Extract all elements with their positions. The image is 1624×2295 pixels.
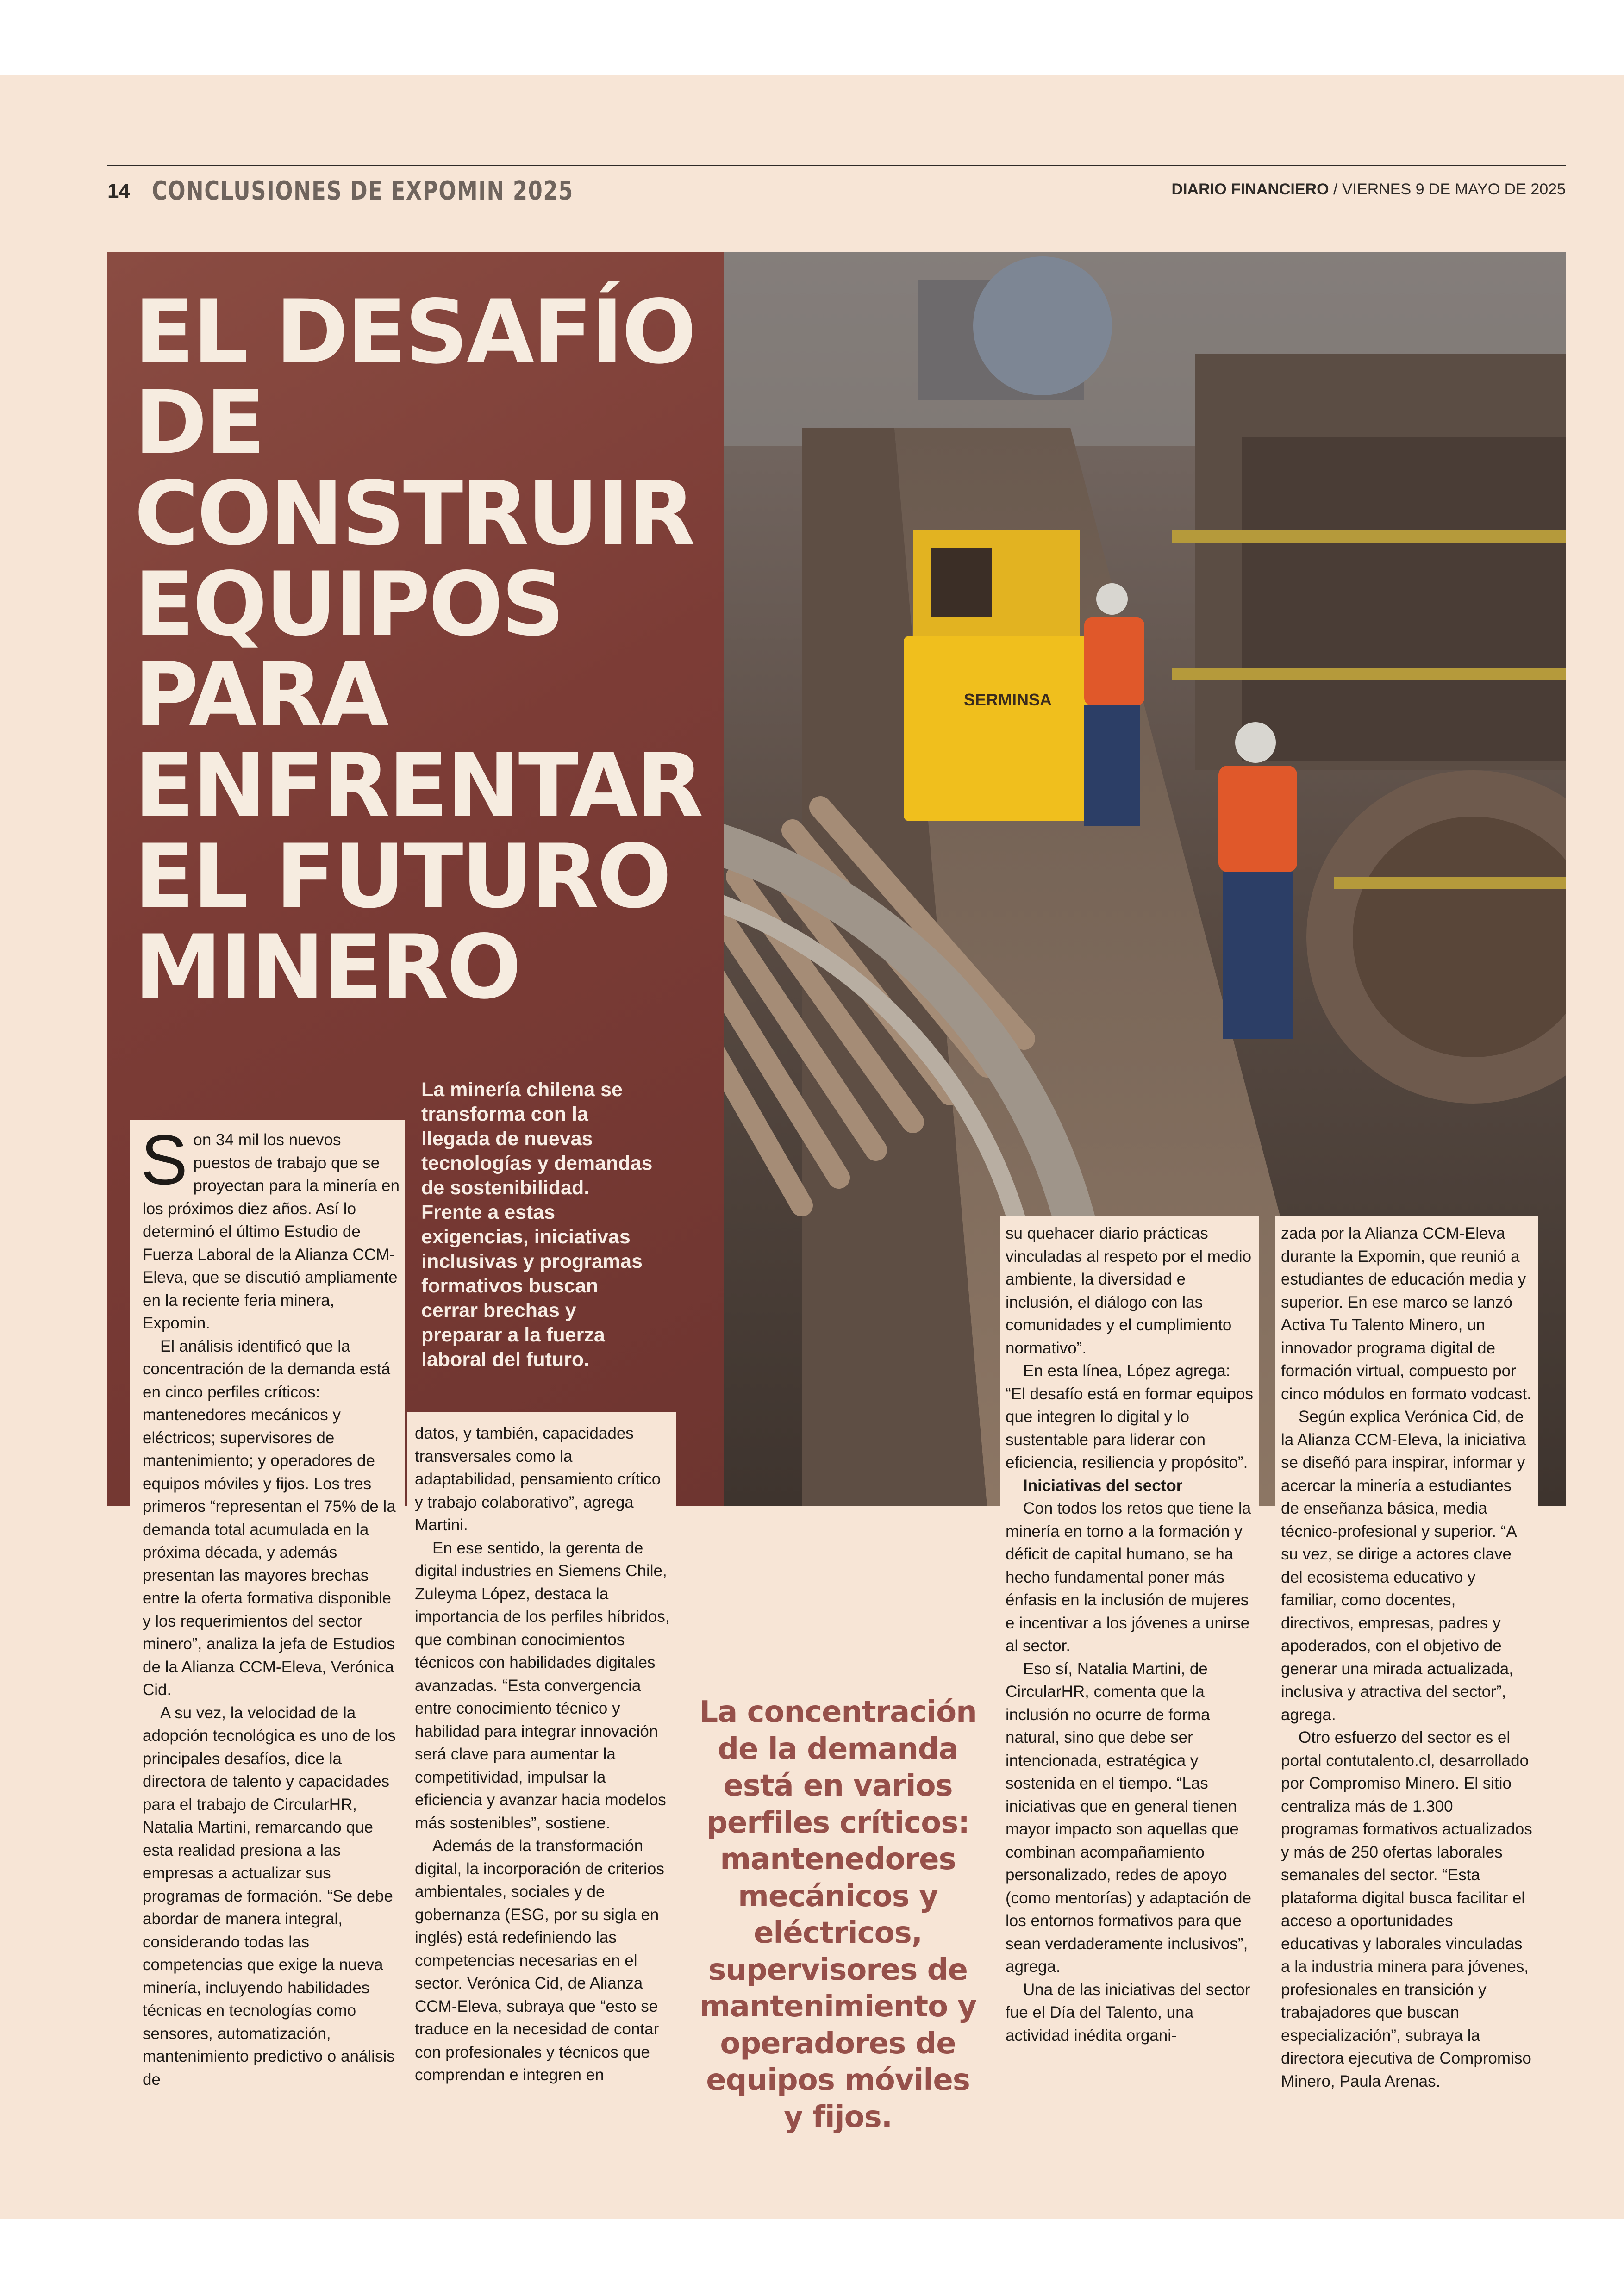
headline: EL DESAFÍO DE CONSTRUIR EQUIPOS PARA ENFRENTAR EL FUTURO MINERO — [134, 281, 702, 1018]
body-column-4 — [1275, 1216, 1538, 2093]
body-column-2 — [407, 1412, 676, 2087]
yellow-locomotive — [904, 530, 1098, 821]
publication-name: DIARIO FINANCIERO — [1171, 181, 1329, 198]
paragraph: En ese sentido, la gerenta de digital industries en Siemens Chile, Zuleyma López, destaca la importancia de los perfiles híbridos, que combinan conocimientos técnicos con habilidades digitales avanzadas. “Esta convergencia entre conocimiento técnico y habilidad para integrar innovación será clave para aumentar la competitividad, impulsar la eficiencia y avanzar hacia modelos más sostenibles”, sostiene. — [415, 1539, 670, 1832]
paragraph: Una de las iniciativas del sector fue el Día del Talento, una actividad inédita organi- — [1006, 1980, 1250, 2045]
paragraph: su quehacer diario prácticas vinculadas al respeto por el medio ambiente, la diversidad e inclusión, el diálogo con las comunidades y el cumplimiento normativo”. — [1006, 1224, 1252, 1357]
subheading: Iniciativas del sector — [1023, 1476, 1183, 1495]
paragraph: A su vez, la velocidad de la adopción tecnológica es uno de los principales desafíos, dice la directora de talento y capacidades para el trabajo de CircularHR, Natalia Martini, remarcando que esta realidad presiona a las empresas a actualizar sus programas de formación. “Se debe abordar de manera integral, considerando todas las competencias que exige la nueva minería, incluyendo habilidades técnicas en tecnologías como sensores, automatización, mantenimiento predictivo o análisis de — [143, 1703, 396, 2089]
body-column-1 — [130, 1120, 405, 2091]
header-rule — [107, 165, 1566, 166]
paragraph: Eso sí, Natalia Martini, de CircularHR, comenta que la inclusión no ocurre de forma natural, sino que debe ser intencionada, estratégica y sostenida en el tiempo. “Las iniciativas que en general tienen mayor impacto son aquellas que combinan acompañamiento personalizado, redes de apoyo (como mentorías) y adaptación de los entornos formativos para que sean verdaderamente inclusivos”, agrega. — [1006, 1659, 1252, 1976]
publication-info — [1172, 181, 1566, 199]
page-number: 14 — [107, 180, 130, 202]
worker-1 — [1084, 583, 1144, 826]
section-title: CONCLUSIONES DE EXPOMIN 2025 — [152, 176, 574, 206]
paragraph: Con todos los retos que tiene la minería en torno a la formación y déficit de capital humano, se ha hecho fundamental poner más énfasis en la inclusión de mujeres e incentivar a los jóvenes a unirse al sector. — [1006, 1499, 1251, 1655]
drop-cap: S — [141, 1121, 188, 1199]
paragraph: Además de la transformación digital, la incorporación de criterios ambientales, sociales y de gobernanza (ESG, por su sigla en inglés) está redefiniendo las competencias necesarias en el sector. Verónica Cid, de Alianza CCM-Eleva, subraya que “esto se traduce en la necesidad de contar con profesionales y técnicos que comprendan e integren en — [415, 1837, 664, 2084]
paragraph: Según explica Verónica Cid, de la Alianza CCM-Eleva, la iniciativa se diseñó para inspirar, informar y acercar la minería a estudiantes de enseñanza básica, media técnico-profesional y superior. “A su vez, se dirige a actores clave del ecosistema educativo y familiar, como docentes, directivos, empresas, padres y apoderados, con el objetivo de generar una mirada actualizada, inclusiva y atractiva del sector”, agrega. — [1281, 1408, 1526, 1724]
publication-date: / VIERNES 9 DE MAYO DE 2025 — [1329, 181, 1566, 198]
worker-2 — [1218, 722, 1297, 1039]
locomotive-label: SERMINSA — [964, 690, 1052, 709]
pull-quote: La concentración de la demanda está en varios perfiles críticos: mantenedores mecánicos y eléctricos, supervisores de mantenimiento y operadores de equipos móviles y fijos. — [699, 1695, 977, 2134]
paragraph: datos, y también, capacidades transversales como la adaptabilidad, pensamiento crítico y trabajo colaborativo”, agrega Martini. — [415, 1424, 661, 1534]
paragraph: zada por la Alianza CCM-Eleva durante la Expomin, que reunió a estudiantes de educación media y superior. En ese marco se lanzó Activa Tu Talento Minero, un innovador programa digital de formación virtual, compuesto por cinco módulos en formato vodcast. — [1281, 1224, 1531, 1403]
article-deck: La minería chilena se transforma con la llegada de nuevas tecnologías y demandas de sostenibilidad. Frente a estas exigencias, iniciativas inclusivas y programas formativos buscan cerrar brechas y preparar a la fuerza laboral del futuro. — [421, 1079, 653, 1371]
paragraph: Otro esfuerzo del sector es el portal contutalento.cl, desarrollado por Compromiso Minero. El sitio centraliza más de 1.300 programas formativos actualizados y más de 250 ofertas laborales semanales del sector. “Esta plataforma digital busca facilitar el acceso a oportunidades educativas y laborales vinculadas a la industria minera para jóvenes, profesionales en transición y trabajadores que buscan especialización”, subraya la directora ejecutiva de Compromiso Minero, Paula Arenas. — [1281, 1728, 1532, 2090]
paragraph: En esta línea, López agrega: “El desafío está en formar equipos que integren lo digital y lo sustentable para liderar con eficiencia, resiliencia y propósito”. — [1006, 1362, 1254, 1472]
body-column-3 — [1000, 1216, 1259, 2047]
paragraph: on 34 mil los nuevos puestos de trabajo que se proyectan para la minería en los próximos diez años. Así lo determinó el último Estudio de Fuerza Laboral de la Alianza CCM-Eleva, que se discutió ampliamente en la reciente feria minera, Expomin. — [143, 1131, 400, 1332]
paragraph: El análisis identificó que la concentración de la demanda está en cinco perfiles críticos: mantenedores mecánicos y eléctricos; supervisores de mantenimiento; y operadores de equipos móviles y fijos. Los tres primeros “representan el 75% de la demanda total acumulada en la próxima década, y además presentan las mayores brechas entre la oferta formativa disponible y los requerimientos del sector minero”, analiza la jefa de Estudios de la Alianza CCM-Eleva, Verónica Cid. — [143, 1337, 396, 1699]
